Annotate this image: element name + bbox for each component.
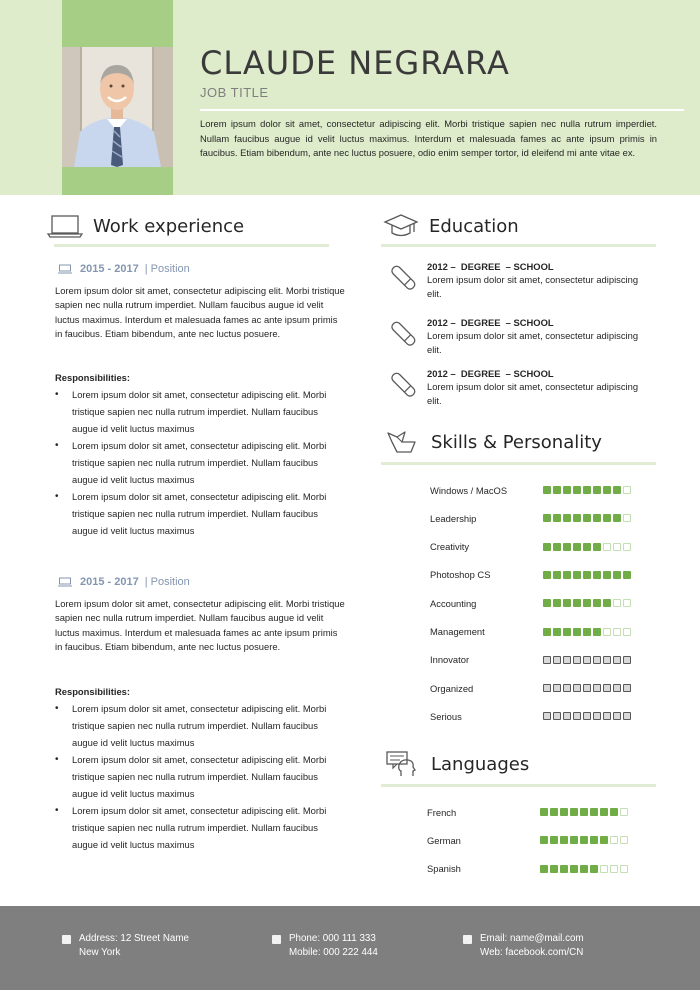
education-item-2 xyxy=(385,316,645,357)
web-link[interactable]: Web: facebook.com/CN xyxy=(480,947,584,958)
address-line-1: Address: 12 Street Name xyxy=(79,933,189,944)
job-2-description: Lorem ipsum dolor sit amet, consectetur adipiscing elit. Morbi tristique sapien nec nulla rutrum imperdiet. Nullam faucibus augue id velit luctus maximus. Interdum et malesuada fames ac ante ipsum primis in faucibus. Etiam bibendum, ante nec luctus posuere. xyxy=(55,598,345,652)
language-row xyxy=(427,805,647,819)
rating-square xyxy=(593,656,601,664)
rating-square xyxy=(553,486,561,494)
rating-square xyxy=(570,808,578,816)
rating-square xyxy=(583,712,591,720)
skill-label: Innovator xyxy=(430,654,470,666)
skill-label: Photoshop CS xyxy=(430,569,491,581)
address-icon xyxy=(62,935,71,944)
rating-square xyxy=(553,712,561,720)
rating-square xyxy=(593,628,601,636)
languages-heading xyxy=(385,750,529,778)
rating-square xyxy=(553,571,561,579)
rating-square xyxy=(623,514,631,522)
job-1-responsibilities xyxy=(55,386,345,539)
rating-square xyxy=(543,712,551,720)
job-1-responsibilities-label: Responsibilities: xyxy=(55,372,131,383)
rating-square xyxy=(603,684,611,692)
education-title: Education xyxy=(429,215,519,237)
education-item-2-heading: 2012 – DEGREE – SCHOOL xyxy=(427,317,554,328)
rating-square xyxy=(593,571,601,579)
rating-square xyxy=(600,865,608,873)
rating-square xyxy=(603,514,611,522)
rating-square xyxy=(543,543,551,551)
rating-square xyxy=(550,836,558,844)
job-2-meta xyxy=(58,576,190,588)
email-link[interactable]: Email: name@mail.com xyxy=(480,933,584,944)
rating-square xyxy=(603,571,611,579)
rating-square xyxy=(613,656,621,664)
diploma-scroll-icon xyxy=(385,367,421,403)
list-item: • Lorem ipsum dolor sit amet, consectetur adipiscing elit. Morbi tristique sapien nec nulla rutrum imperdiet. Nullam faucibus augue id velit luctus maximus xyxy=(55,488,345,539)
rating-square xyxy=(593,684,601,692)
rating-square xyxy=(540,865,548,873)
job-1-dates: 2015 - 2017 xyxy=(80,263,139,275)
header-divider xyxy=(200,109,684,111)
skill-label: Organized xyxy=(430,682,474,694)
skill-row xyxy=(430,568,650,582)
education-item-1-text: Lorem ipsum dolor sit amet, consectetur adipiscing elit. xyxy=(427,274,639,299)
rating-square xyxy=(613,486,621,494)
language-label: French xyxy=(427,806,457,818)
rating-square xyxy=(593,514,601,522)
graduation-cap-icon xyxy=(383,212,419,240)
rating-square xyxy=(573,486,581,494)
job-2-responsibilities xyxy=(55,700,345,853)
language-rating xyxy=(540,808,630,816)
skill-label: Creativity xyxy=(430,541,470,553)
education-divider xyxy=(381,244,656,247)
language-label: German xyxy=(427,834,461,846)
rating-square xyxy=(563,684,571,692)
rating-square xyxy=(583,628,591,636)
monitor-icon xyxy=(58,577,72,587)
diploma-scroll-icon xyxy=(385,316,421,352)
footer-phone xyxy=(272,932,378,960)
rating-square xyxy=(583,571,591,579)
rating-square xyxy=(583,514,591,522)
rating-square xyxy=(570,865,578,873)
skills-divider xyxy=(381,462,656,465)
skill-label: Accounting xyxy=(430,597,477,609)
list-item: • Lorem ipsum dolor sit amet, consectetur adipiscing elit. Morbi tristique sapien nec nulla rutrum imperdiet. Nullam faucibus augue id velit luctus maximus xyxy=(55,802,345,853)
rating-square xyxy=(623,571,631,579)
rating-square xyxy=(623,684,631,692)
skill-label: Windows / MacOS xyxy=(430,484,508,496)
rating-square xyxy=(553,628,561,636)
languages-title: Languages xyxy=(431,753,530,775)
rating-square xyxy=(623,543,631,551)
rating-square xyxy=(573,514,581,522)
education-item-3 xyxy=(385,367,645,408)
rating-square xyxy=(560,836,568,844)
rating-square xyxy=(563,514,571,522)
rating-square xyxy=(553,514,561,522)
skills-title: Skills & Personality xyxy=(431,431,602,453)
skill-rating xyxy=(543,684,633,692)
skill-row xyxy=(430,625,650,639)
rating-square xyxy=(600,836,608,844)
skill-row xyxy=(430,596,650,610)
rating-square xyxy=(573,684,581,692)
rating-square xyxy=(570,836,578,844)
rating-square xyxy=(550,808,558,816)
rating-square xyxy=(620,865,628,873)
rating-square xyxy=(590,865,598,873)
skill-rating xyxy=(543,712,633,720)
skill-rating xyxy=(543,571,633,579)
list-item: • Lorem ipsum dolor sit amet, consectetur adipiscing elit. Morbi tristique sapien nec nulla rutrum imperdiet. Nullam faucibus augue id velit luctus maximus xyxy=(55,437,345,488)
origami-bird-icon xyxy=(385,428,421,456)
education-heading xyxy=(383,212,519,240)
rating-square xyxy=(603,543,611,551)
rating-square xyxy=(580,865,588,873)
email-icon xyxy=(463,935,472,944)
job-1-description: Lorem ipsum dolor sit amet, consectetur adipiscing elit. Morbi tristique sapien nec nulla rutrum imperdiet. Nullam faucibus augue id velit luctus maximus. Interdum et malesuada fames ac ante ipsum primis in faucibus. Etiam bibendum, ante nec luctus posuere. xyxy=(55,285,345,339)
speech-head-icon xyxy=(385,750,421,778)
rating-square xyxy=(593,599,601,607)
rating-square xyxy=(573,571,581,579)
rating-square xyxy=(613,684,621,692)
job-2-responsibilities-label: Responsibilities: xyxy=(55,686,131,697)
rating-square xyxy=(573,628,581,636)
skill-row xyxy=(430,540,650,554)
diploma-scroll-icon xyxy=(385,260,421,296)
rating-square xyxy=(603,656,611,664)
rating-square xyxy=(613,543,621,551)
footer-contact xyxy=(463,932,584,960)
skill-rating xyxy=(543,599,633,607)
rating-square xyxy=(620,808,628,816)
rating-square xyxy=(540,836,548,844)
education-item-1-heading: 2012 – DEGREE – SCHOOL xyxy=(427,261,554,272)
rating-square xyxy=(593,712,601,720)
rating-square xyxy=(623,712,631,720)
rating-square xyxy=(603,712,611,720)
rating-square xyxy=(563,543,571,551)
rating-square xyxy=(543,656,551,664)
skill-row xyxy=(430,681,650,695)
rating-square xyxy=(593,486,601,494)
rating-square xyxy=(540,808,548,816)
rating-square xyxy=(613,599,621,607)
language-label: Spanish xyxy=(427,863,461,875)
footer xyxy=(0,906,700,990)
rating-square xyxy=(563,712,571,720)
address-line-2: New York xyxy=(79,947,121,958)
language-row xyxy=(427,862,647,876)
rating-square xyxy=(613,712,621,720)
job-1-position: | Position xyxy=(144,263,190,275)
rating-square xyxy=(580,836,588,844)
skill-row xyxy=(430,511,650,525)
education-item-3-heading: 2012 – DEGREE – SCHOOL xyxy=(427,368,554,379)
rating-square xyxy=(593,543,601,551)
rating-square xyxy=(623,656,631,664)
work-experience-title: Work experience xyxy=(93,215,245,237)
skill-rating xyxy=(543,486,633,494)
skill-row xyxy=(430,709,650,723)
rating-square xyxy=(563,571,571,579)
rating-square xyxy=(583,684,591,692)
rating-square xyxy=(543,486,551,494)
rating-square xyxy=(543,514,551,522)
rating-square xyxy=(573,599,581,607)
list-item: • Lorem ipsum dolor sit amet, consectetur adipiscing elit. Morbi tristique sapien nec nulla rutrum imperdiet. Nullam faucibus augue id velit luctus maximus xyxy=(55,386,345,437)
laptop-icon xyxy=(47,212,83,240)
profile-photo xyxy=(62,47,173,167)
rating-square xyxy=(543,599,551,607)
rating-square xyxy=(553,543,561,551)
education-item-2-text: Lorem ipsum dolor sit amet, consectetur adipiscing elit. xyxy=(427,330,639,355)
rating-square xyxy=(553,656,561,664)
education-item-1 xyxy=(385,260,645,301)
rating-square xyxy=(603,599,611,607)
list-item: • Lorem ipsum dolor sit amet, consectetur adipiscing elit. Morbi tristique sapien nec nulla rutrum imperdiet. Nullam faucibus augue id velit luctus maximus xyxy=(55,700,345,751)
skill-label: Leadership xyxy=(430,512,477,524)
candidate-name: CLAUDE NEGRARA xyxy=(200,44,510,82)
rating-square xyxy=(553,599,561,607)
rating-square xyxy=(543,684,551,692)
skill-row xyxy=(430,483,650,497)
job-2-dates: 2015 - 2017 xyxy=(80,576,139,588)
rating-square xyxy=(613,514,621,522)
phone-line: Phone: 000 111 333 xyxy=(289,933,376,944)
rating-square xyxy=(543,628,551,636)
rating-square xyxy=(623,486,631,494)
language-row xyxy=(427,833,647,847)
phone-icon xyxy=(272,935,281,944)
languages-divider xyxy=(381,784,656,787)
rating-square xyxy=(620,836,628,844)
skills-heading xyxy=(385,428,602,456)
rating-square xyxy=(580,808,588,816)
skill-rating xyxy=(543,628,633,636)
rating-square xyxy=(600,808,608,816)
language-rating xyxy=(540,836,630,844)
profile-summary: Lorem ipsum dolor sit amet, consectetur adipiscing elit. Morbi tristique sapien nec nulla rutrum imperdiet. Nullam faucibus augue id velit luctus maximus. Interdum et malesuada fames ac ante ipsum primis in faucibus. Etiam bibendum, ante nec luctus posuere, odio enim semper tortor, id eleifend mi ante vitae ex. xyxy=(200,118,657,158)
rating-square xyxy=(623,628,631,636)
rating-square xyxy=(563,628,571,636)
skill-rating xyxy=(543,543,633,551)
rating-square xyxy=(560,865,568,873)
skill-rating xyxy=(543,656,633,664)
job-2-position: | Position xyxy=(144,576,190,588)
rating-square xyxy=(583,656,591,664)
rating-square xyxy=(603,628,611,636)
skill-row xyxy=(430,653,650,667)
footer-address xyxy=(62,932,189,960)
mobile-line: Mobile: 000 222 444 xyxy=(289,947,378,958)
skill-label: Serious xyxy=(430,710,462,722)
rating-square xyxy=(550,865,558,873)
rating-square xyxy=(563,599,571,607)
rating-square xyxy=(613,628,621,636)
rating-square xyxy=(583,599,591,607)
rating-square xyxy=(603,486,611,494)
rating-square xyxy=(563,656,571,664)
job-title: JOB TITLE xyxy=(200,85,269,100)
rating-square xyxy=(610,836,618,844)
monitor-icon xyxy=(58,264,72,274)
rating-square xyxy=(553,684,561,692)
language-rating xyxy=(540,865,630,873)
education-item-3-text: Lorem ipsum dolor sit amet, consectetur adipiscing elit. xyxy=(427,381,639,406)
work-divider xyxy=(54,244,329,247)
rating-square xyxy=(610,865,618,873)
work-experience-heading xyxy=(47,212,244,240)
rating-square xyxy=(573,543,581,551)
job-1-meta xyxy=(58,263,190,275)
rating-square xyxy=(613,571,621,579)
skill-label: Management xyxy=(430,626,485,637)
rating-square xyxy=(623,599,631,607)
rating-square xyxy=(583,486,591,494)
rating-square xyxy=(610,808,618,816)
rating-square xyxy=(590,808,598,816)
rating-square xyxy=(563,486,571,494)
rating-square xyxy=(573,656,581,664)
rating-square xyxy=(573,712,581,720)
rating-square xyxy=(590,836,598,844)
rating-square xyxy=(560,808,568,816)
rating-square xyxy=(543,571,551,579)
rating-square xyxy=(583,543,591,551)
skill-rating xyxy=(543,514,633,522)
list-item: • Lorem ipsum dolor sit amet, consectetur adipiscing elit. Morbi tristique sapien nec nulla rutrum imperdiet. Nullam faucibus augue id velit luctus maximus xyxy=(55,751,345,802)
